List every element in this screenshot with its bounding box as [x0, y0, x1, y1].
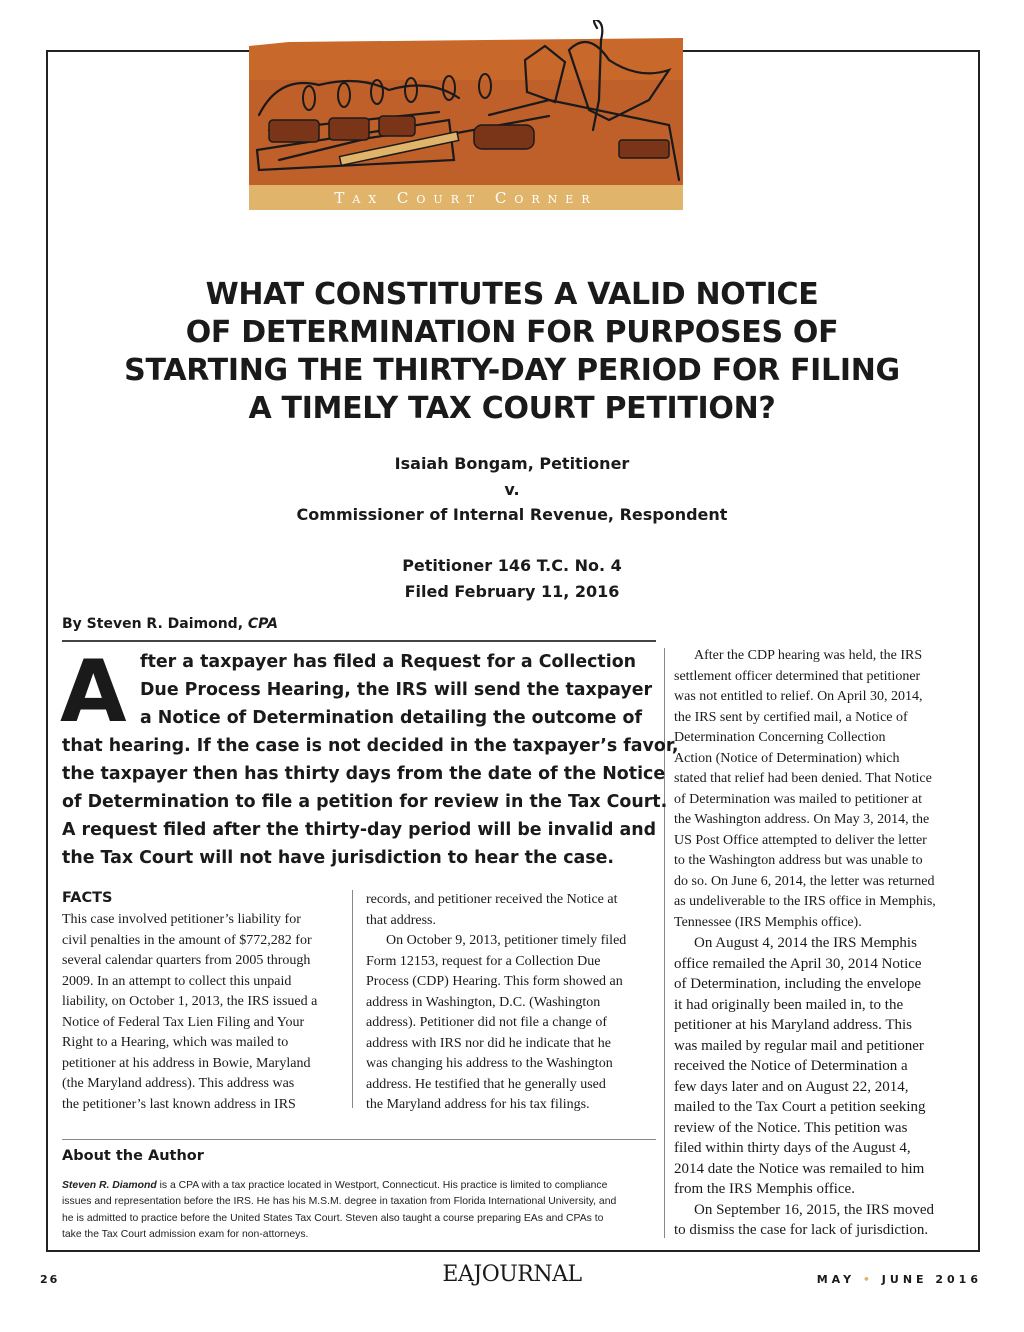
text-line: address with IRS nor did he indicate that he [366, 1035, 611, 1051]
text-line: US Post Office attempted to deliver the letter [674, 832, 927, 848]
case-filed-date: Filed February 11, 2016 [404, 582, 620, 601]
lead-line: that hearing. If the case is not decided in the taxpayer’s favor, [62, 736, 679, 756]
text-line: of Determination, including the envelope [674, 976, 922, 992]
text-line: the Washington address. On May 3, 2014, the [674, 812, 930, 827]
text-line: petitioner at his Maryland address. This [674, 1017, 913, 1033]
headline-line: WHAT CONSTITUTES A VALID NOTICE [205, 277, 819, 312]
text-line: address in Washington, D.C. (Washington [366, 994, 601, 1010]
journal-logo: EAJOURNAL [442, 1262, 582, 1287]
page-number: 26 [40, 1273, 60, 1286]
lead-line: A request filed after the thirty-day period will be invalid and [62, 820, 657, 840]
text-line: On September 16, 2015, the IRS moved [694, 1201, 934, 1218]
case-versus: v. [504, 480, 520, 499]
issue-month: MAY [816, 1273, 856, 1286]
headline-line: STARTING THE THIRTY-DAY PERIOD FOR FILING [124, 353, 900, 388]
byline-credential: CPA [247, 616, 278, 632]
text-line: was not entitled to relief. On April 30, 2014, [674, 689, 923, 704]
text-line: few days later and on August 22, 2014, [674, 1078, 909, 1095]
issue-rest: JUNE 2016 [881, 1273, 982, 1286]
text-line: was mailed by regular mail and petitioner [674, 1037, 924, 1054]
text-line: settlement officer determined that petitioner [674, 668, 921, 684]
lead-line: a Notice of Determination detailing the outcome of [140, 708, 643, 728]
text-line: Notice of Federal Tax Lien Filing and Your [62, 1014, 305, 1030]
case-respondent: Commissioner of Internal Revenue, Respondent [296, 505, 728, 524]
lead-line: the taxpayer then has thirty days from the date of the Notice [62, 764, 666, 784]
text-line: filed within thirty days of the August 4, [674, 1140, 911, 1156]
text-line: address. He testified that he generally used [366, 1076, 606, 1092]
banner-title-strip [249, 185, 683, 210]
text-line: On August 4, 2014 the IRS Memphis [694, 935, 917, 951]
text-line: liability, on October 1, 2013, the IRS issued a [62, 994, 318, 1009]
facts-heading: FACTS [62, 890, 113, 906]
drop-cap: A [60, 642, 127, 742]
text-line: to the Washington address but was unable to [674, 853, 923, 868]
text-line: stated that relief had been denied. That Notice [674, 771, 932, 786]
byline-author: By Steven R. Daimond, [62, 616, 248, 632]
text-line: the IRS sent by certified mail, a Notice of [674, 709, 908, 725]
headline-line: A TIMELY TAX COURT PETITION? [248, 391, 776, 426]
text-line: 2009. In an attempt to collect this unpaid [62, 973, 292, 989]
text-line: This case involved petitioner’s liability for [62, 912, 301, 927]
facts-column-divider [352, 890, 353, 1108]
text-line: mailed to the Tax Court a petition seeking [674, 1099, 926, 1115]
text-line: to dismiss the case for lack of jurisdiction. [674, 1222, 929, 1238]
byline-divider [62, 640, 656, 642]
text-line: issues and representation before the IRS. He has his M.S.M. degree in taxation from Florida International University, and [62, 1196, 617, 1208]
text-line: received the Notice of Determination a [674, 1058, 908, 1074]
text-line: is a CPA with a tax practice located in Westport, Connecticut. His practice is limited to compliance [156, 1180, 608, 1191]
lead-line: fter a taxpayer has filed a Request for a Collection [140, 652, 637, 672]
facts-column-2 [366, 890, 656, 1116]
courtroom-illustration [249, 20, 683, 185]
lead-line: Due Process Hearing, the IRS will send the taxpayer [140, 680, 653, 700]
text-line: 2014 date the Notice was remailed to him [674, 1160, 925, 1177]
text-line: that address. [366, 912, 436, 928]
text-line: petitioner at his address in Bowie, Maryland [62, 1055, 311, 1071]
text-line: do so. On June 6, 2014, the letter was returned [674, 873, 935, 889]
about-divider [62, 1139, 656, 1140]
text-line: records, and petitioner received the Notice at [366, 892, 618, 907]
text-line: was changing his address to the Washington [366, 1056, 613, 1071]
lead-line: of Determination to file a petition for review in the Tax Court. [62, 792, 668, 812]
author-name: Steven R. Diamond [62, 1180, 157, 1191]
text-line: civil penalties in the amount of $772,282 for [62, 932, 312, 948]
text-line: After the CDP hearing was held, the IRS [694, 648, 923, 663]
about-heading: About the Author [62, 1148, 204, 1164]
text-line: from the IRS Memphis office. [674, 1181, 855, 1197]
text-line: the petitioner’s last known address in IRS [62, 1096, 296, 1112]
text-line: several calendar quarters from 2005 through [62, 953, 311, 968]
text-line: office remailed the April 30, 2014 Notice [674, 955, 922, 972]
byline [62, 616, 278, 632]
tax-court-corner-banner [249, 20, 683, 210]
banner-title: Tax Court Corner [334, 188, 598, 207]
text-line: as undeliverable to the IRS office in Memphis, [674, 894, 936, 909]
text-line: Action (Notice of Determination) which [674, 750, 900, 766]
text-line: take the Tax Court admission exam for non-attorneys. [62, 1228, 309, 1240]
headline-line: OF DETERMINATION FOR PURPOSES OF [185, 315, 839, 350]
separator-dot: • [862, 1273, 874, 1286]
right-column-text [674, 646, 966, 1241]
about-author-text [62, 1178, 656, 1243]
text-line: (the Maryland address). This address was [62, 1076, 295, 1091]
text-line: the Maryland address for his tax filings. [366, 1097, 590, 1112]
text-line: Form 12153, request for a Collection Due [366, 953, 601, 969]
text-line: Process (CDP) Hearing. This form showed an [366, 974, 623, 989]
text-line: address). Petitioner did not file a change of [366, 1015, 608, 1030]
text-line: review of the Notice. This petition was [674, 1119, 908, 1136]
issue-date [817, 1273, 982, 1286]
text-line: Tennessee (IRS Memphis office). [674, 914, 862, 930]
text-line: Determination Concerning Collection [674, 730, 886, 745]
lead-line: the Tax Court will not have jurisdiction to hear the case. [62, 848, 615, 868]
text-line: On October 9, 2013, petitioner timely filed [386, 933, 627, 948]
text-line: it had originally been mailed in, to the [674, 996, 904, 1013]
text-line: Right to a Hearing, which was mailed to [62, 1035, 289, 1050]
facts-column-1 [62, 910, 344, 1115]
text-line: of Determination was mailed to petitioner at [674, 791, 923, 807]
case-citation: Petitioner 146 T.C. No. 4 [402, 556, 622, 575]
text-line: he is admitted to practice before the United States Tax Court. Steven also taught a course preparing EAs and CPAs to [62, 1212, 604, 1224]
case-petitioner: Isaiah Bongam, Petitioner [394, 454, 630, 473]
article-headline [0, 276, 1024, 428]
